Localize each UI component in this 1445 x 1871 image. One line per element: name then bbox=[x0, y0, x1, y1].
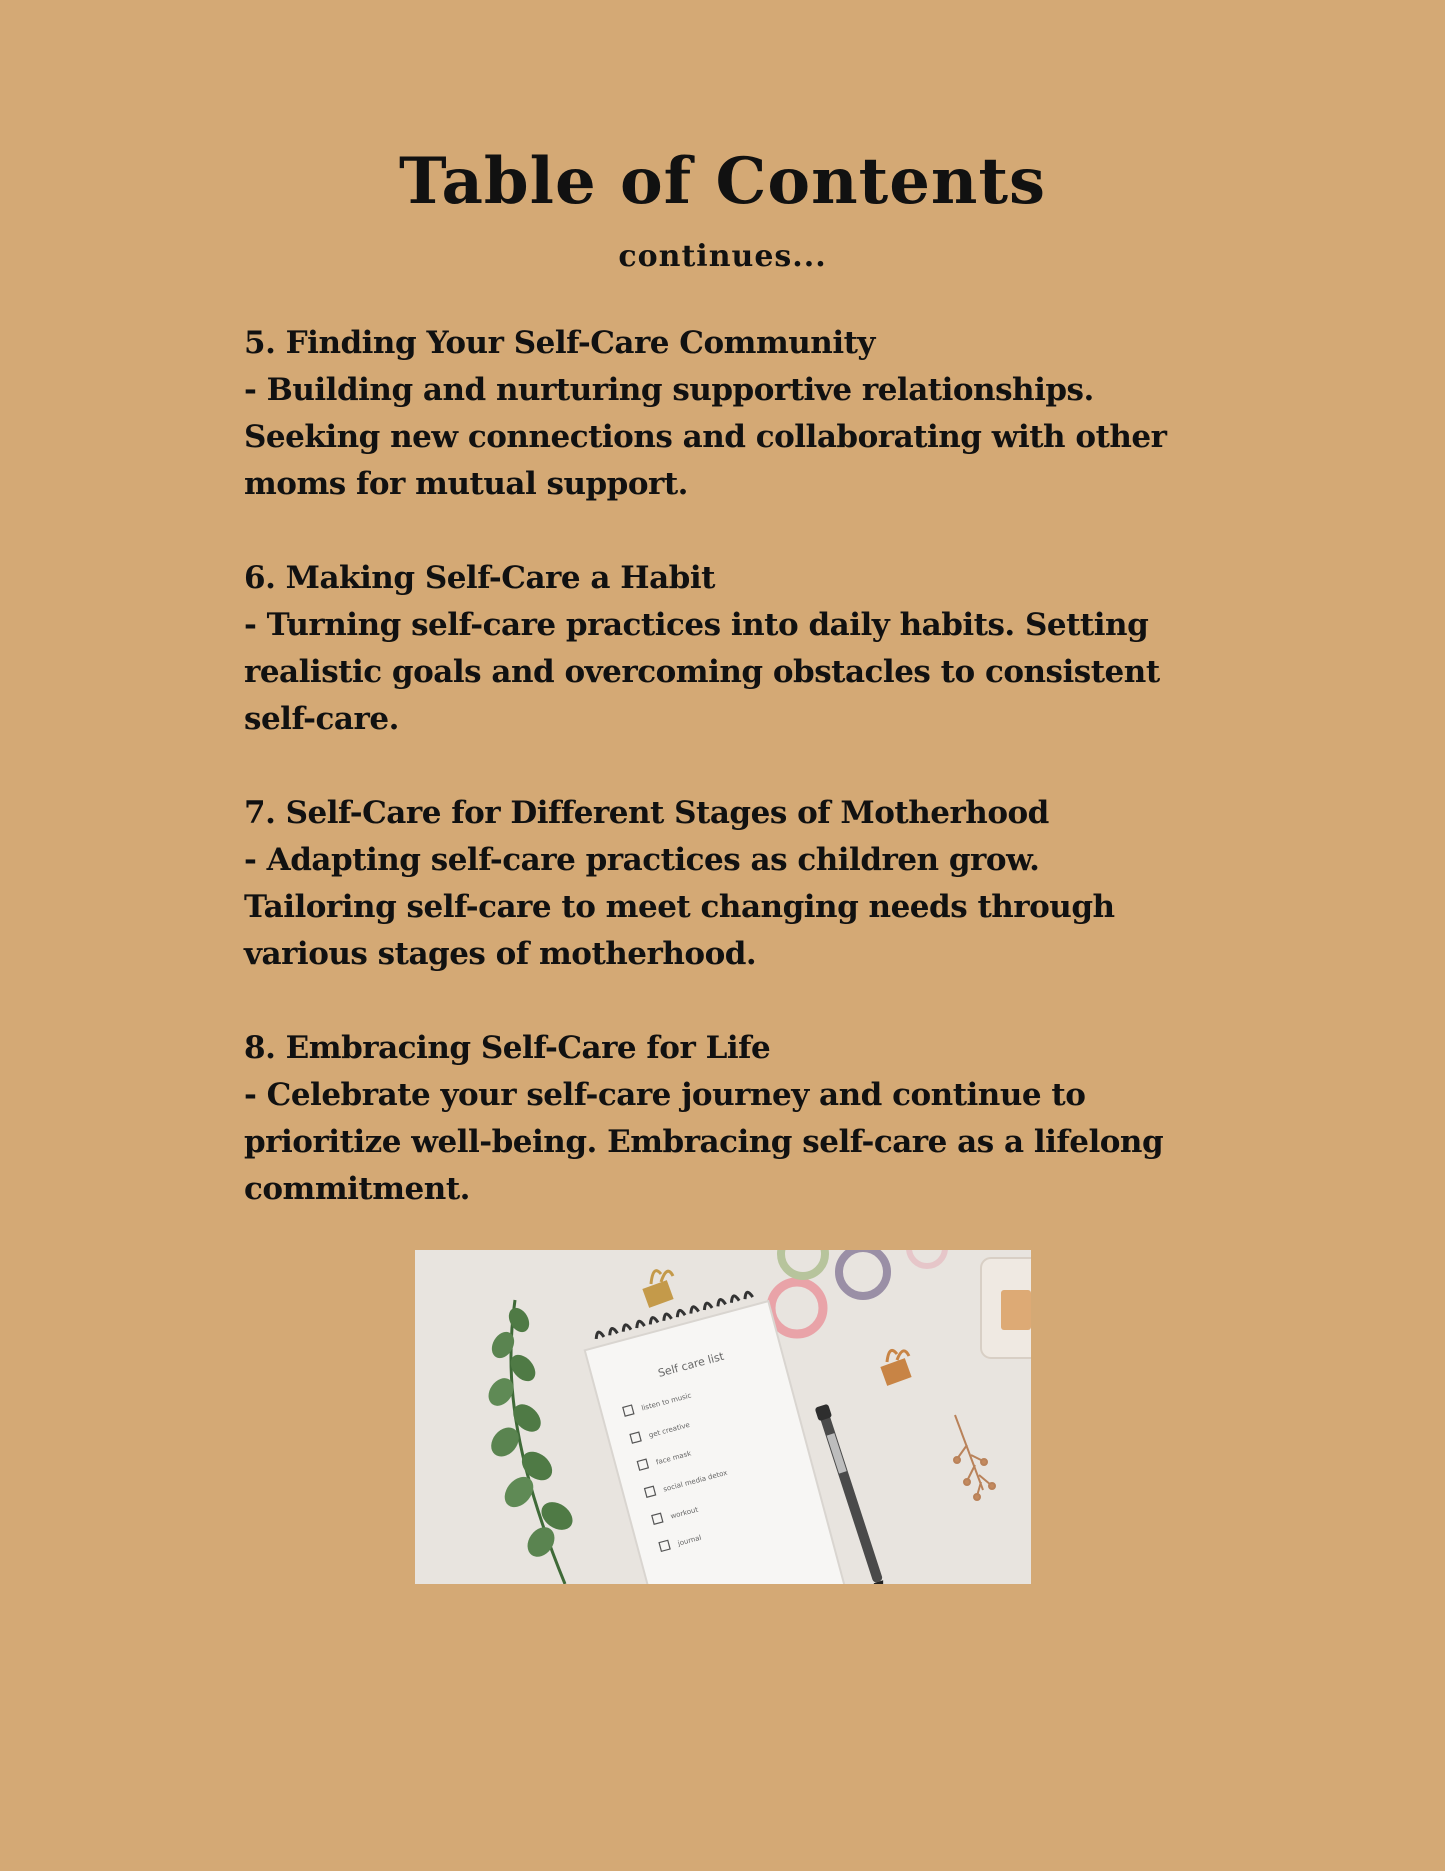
checklist-item: journal bbox=[676, 1533, 703, 1548]
toc-entry-description: - Adapting self-care practices as children grow. Tailoring self-care to meet changing needs through various stages of motherhood. bbox=[244, 842, 1115, 972]
toc-entry bbox=[244, 1025, 1184, 1213]
toc-entry-description: - Building and nurturing supportive relationships. Seeking new connections and collaborating with other moms for mutual support. bbox=[244, 372, 1167, 502]
checklist-item: workout bbox=[669, 1505, 699, 1521]
toc-entry-description: - Celebrate your self-care journey and continue to prioritize well-being. Embracing self-care as a lifelong commitment. bbox=[244, 1077, 1164, 1207]
toc-entry bbox=[244, 790, 1184, 978]
notebook-heading: Self care list bbox=[656, 1349, 726, 1380]
table-of-contents bbox=[244, 320, 1184, 1213]
toc-entry bbox=[244, 555, 1184, 743]
toc-entry-title: 5. Finding Your Self-Care Community bbox=[244, 325, 875, 361]
page-title: Table of Contents bbox=[398, 144, 1047, 219]
photo-illustration bbox=[415, 1250, 1031, 1584]
toc-entry-title: 6. Making Self-Care a Habit bbox=[244, 560, 715, 596]
checklist-item: listen to music bbox=[640, 1391, 693, 1413]
toc-entry-title: 7. Self-Care for Different Stages of Motherhood bbox=[244, 795, 1049, 831]
page-subtitle: continues... bbox=[618, 239, 827, 274]
toc-entry-description: - Turning self-care practices into daily habits. Setting realistic goals and overcoming obstacles to consistent self-care. bbox=[244, 607, 1160, 737]
checklist-item: face mask bbox=[655, 1449, 693, 1467]
jar-icon bbox=[981, 1258, 1031, 1358]
toc-entry-title: 8. Embracing Self-Care for Life bbox=[244, 1030, 771, 1066]
self-care-list-photo bbox=[415, 1250, 1031, 1584]
checklist-item: get creative bbox=[647, 1420, 691, 1440]
checklist-item: social media detox bbox=[662, 1468, 729, 1494]
toc-entry bbox=[244, 320, 1184, 508]
